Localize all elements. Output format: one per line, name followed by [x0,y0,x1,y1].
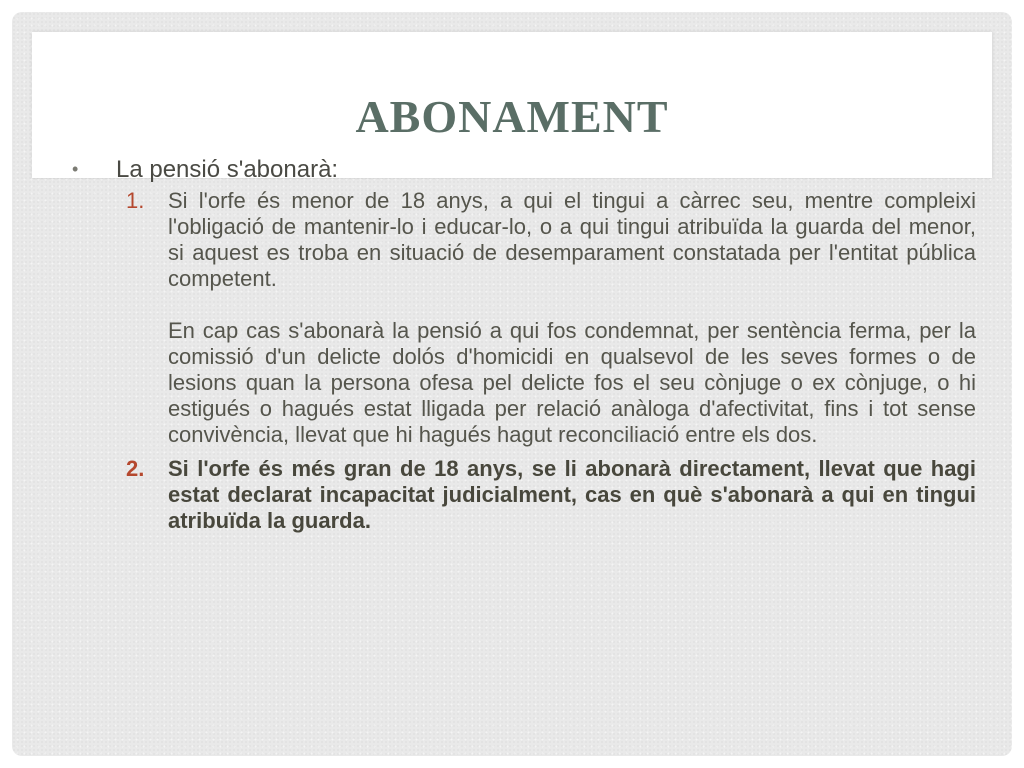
item-paragraph: Si l'orfe és més gran de 18 anys, se li abonarà directament, llevat que hagi estat declarat incapacitat judicialment, cas en què s'abonarà a qui en tingui atribuïda la guarda. [168,456,976,533]
item-paragraph: Si l'orfe és menor de 18 anys, a qui el tingui a càrrec seu, mentre compleixi l'obligació de mantenir-lo i educar-lo, o a qui tingui atribuïda la guarda del menor, si aquest es troba en situació de desemparament constatada per l'entitat pública competent. [168,188,976,291]
item-number: 1. [126,188,145,213]
slide [12,12,1012,756]
numbered-item-2 [72,456,976,534]
item-number: 2. [126,456,145,481]
paragraph-gap [168,292,976,318]
bullet-icon: • [72,159,79,179]
item-paragraph: En cap cas s'abonarà la pensió a qui fos condemnat, per sentència ferma, per la comissió d'un delicte dolós d'homicidi en qualsevol de les seves formes o de lesions quan la persona ofesa pel delicte fos el seu cònjuge o ex cònjuge, o hi estigués o hagués estat lligada per relació anàloga d'afectivitat, fins i tot sense convivència, llevat que hi hagués hagut reconciliació entre els dos. [168,318,976,447]
bullet-item [72,152,976,188]
slide-title: ABONAMENT [355,91,669,142]
slide-content [72,152,976,534]
numbered-item-1 [72,188,976,448]
bullet-text: La pensió s'abonarà: [116,156,339,183]
